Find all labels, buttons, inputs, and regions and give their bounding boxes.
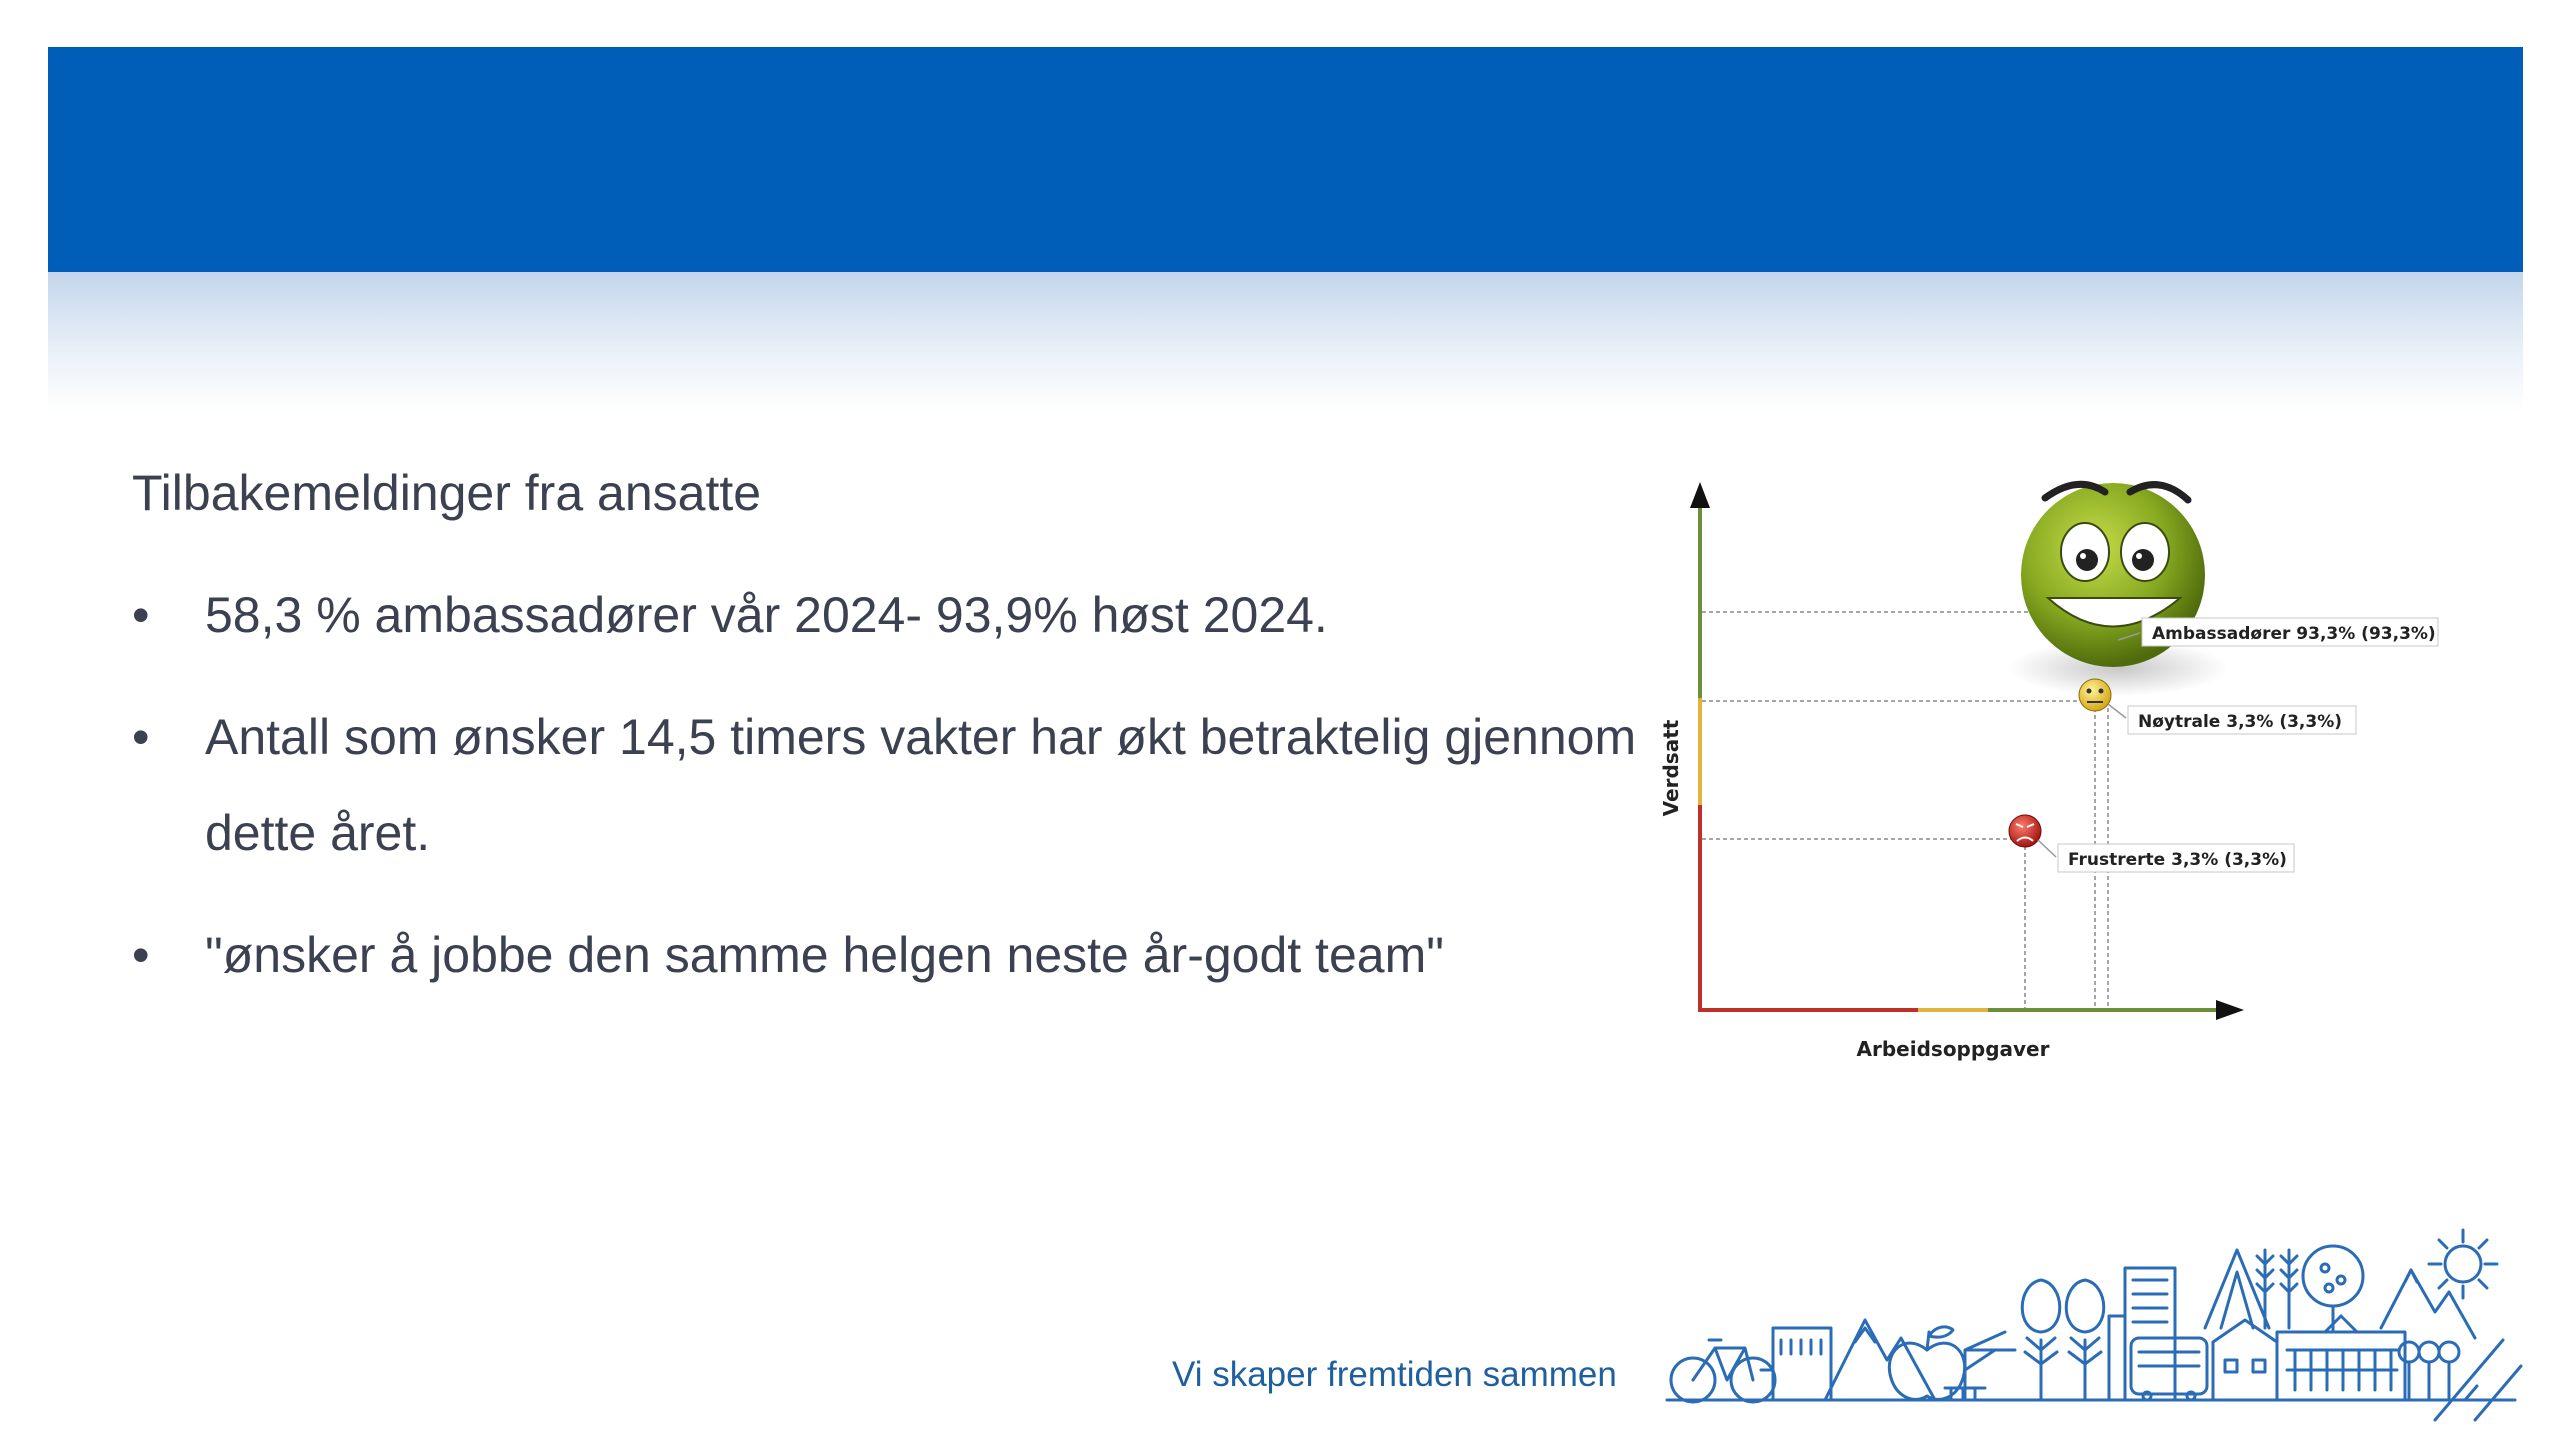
label-frustrated-text: Frustrerte 3,3% (3,3%)	[2068, 850, 2287, 870]
round-tree-icon	[2303, 1246, 2363, 1332]
chart-svg	[1640, 470, 2480, 1070]
tree-icon	[2022, 1280, 2104, 1400]
mountain-icon	[1825, 1320, 1935, 1400]
bicycle-icon	[1671, 1340, 1775, 1402]
neutral-smiley-icon	[2079, 679, 2111, 711]
content-text	[132, 445, 1652, 1029]
peak-icon	[2205, 1250, 2269, 1328]
x-axis-arrow-icon	[2216, 1000, 2244, 1020]
bullet-item	[132, 567, 1652, 663]
bullet-text: "ønsker å jobbe den samme helgen neste år-godt team"	[205, 927, 1444, 983]
connector-frustrated	[2038, 840, 2056, 857]
label-ambassador-text: Ambassadører 93,3% (93,3%)	[2152, 624, 2436, 644]
hill-icon	[2381, 1270, 2475, 1338]
bullet-item	[132, 689, 1652, 881]
satisfaction-chart	[1640, 470, 2480, 1070]
x-axis-label: Arbeidsoppgaver	[1856, 1037, 2050, 1061]
header-gradient	[48, 272, 2523, 412]
bullet-item	[132, 907, 1652, 1003]
green-smiley-icon	[2008, 483, 2228, 696]
office-building-icon	[2109, 1268, 2175, 1400]
bus-icon	[2131, 1338, 2207, 1400]
label-frustrated	[2058, 844, 2294, 872]
y-axis-label: Verdsatt	[1659, 719, 1683, 817]
header-band	[48, 47, 2523, 272]
label-neutral-text: Nøytrale 3,3% (3,3%)	[2138, 712, 2342, 732]
y-axis-arrow-icon	[1690, 482, 1710, 508]
bullet-text: Antall som ønsker 14,5 timers vakter har økt betraktelig gjennom dette året.	[205, 709, 1637, 861]
bullet-dot-icon: •	[132, 587, 150, 643]
angry-smiley-icon	[2009, 815, 2041, 847]
connector-neutral	[2108, 704, 2126, 718]
bullet-text: 58,3 % ambassadører vår 2024- 93,9% høst 2024.	[205, 587, 1328, 643]
footer-slogan: Vi skaper fremtiden sammen	[1172, 1355, 1617, 1394]
slide-intro: Tilbakemeldinger fra ansatte	[132, 465, 762, 521]
bullet-dot-icon: •	[132, 927, 150, 983]
bullet-dot-icon: •	[132, 709, 150, 765]
building-icon	[1761, 1328, 1831, 1400]
y-axis	[1690, 482, 1710, 1010]
people-icon	[2399, 1342, 2459, 1400]
bullet-list	[132, 567, 1652, 1003]
row-houses-icon	[2213, 1316, 2405, 1400]
city-skyline-illustration	[1665, 1220, 2525, 1425]
sun-icon	[2429, 1230, 2497, 1298]
label-neutral	[2128, 706, 2356, 734]
x-axis	[1698, 1000, 2244, 1020]
label-ambassador	[2142, 618, 2438, 646]
